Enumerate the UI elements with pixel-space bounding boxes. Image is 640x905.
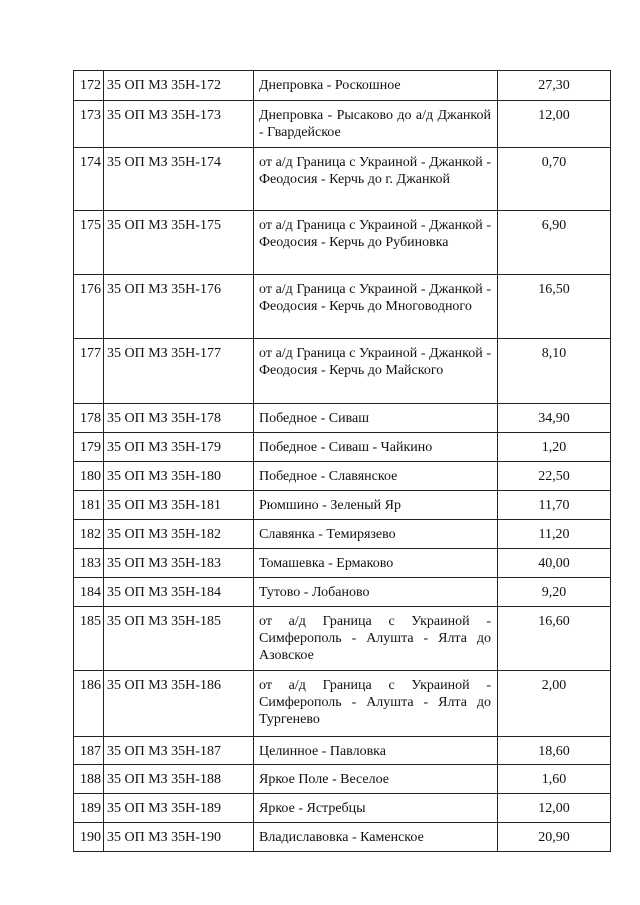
road-name: от а/д Граница с Украиной - Джанкой - Феодосия - Керчь до Майского — [254, 339, 498, 404]
row-number: 174 — [74, 148, 104, 211]
road-length: 2,00 — [498, 671, 611, 737]
road-name: Днепровка - Роскошное — [254, 71, 498, 101]
row-number: 175 — [74, 211, 104, 275]
road-id-code: 35 ОП МЗ 35Н-177 — [104, 339, 254, 404]
road-length: 1,60 — [498, 765, 611, 794]
road-length: 9,20 — [498, 578, 611, 607]
road-length: 16,50 — [498, 275, 611, 339]
road-id-code: 35 ОП МЗ 35Н-172 — [104, 71, 254, 101]
row-number: 183 — [74, 549, 104, 578]
road-id-code: 35 ОП МЗ 35Н-189 — [104, 794, 254, 823]
road-name: Победное - Сиваш - Чайкино — [254, 433, 498, 462]
table-row — [74, 148, 611, 211]
table-row — [74, 823, 611, 852]
table-row — [74, 491, 611, 520]
road-id-code: 35 ОП МЗ 35Н-184 — [104, 578, 254, 607]
road-length: 11,20 — [498, 520, 611, 549]
road-name: Целинное - Павловка — [254, 737, 498, 765]
road-length: 0,70 — [498, 148, 611, 211]
roads-table — [73, 70, 611, 852]
road-id-code: 35 ОП МЗ 35Н-185 — [104, 607, 254, 671]
road-name: от а/д Граница с Украиной - Джанкой - Феодосия - Керчь до Рубиновка — [254, 211, 498, 275]
row-number: 179 — [74, 433, 104, 462]
table-row — [74, 520, 611, 549]
row-number: 184 — [74, 578, 104, 607]
road-length: 12,00 — [498, 101, 611, 148]
row-number: 173 — [74, 101, 104, 148]
row-number: 178 — [74, 404, 104, 433]
road-length: 16,60 — [498, 607, 611, 671]
road-name: Яркое - Ястребцы — [254, 794, 498, 823]
road-name: Томашевка - Ермаково — [254, 549, 498, 578]
table-row — [74, 607, 611, 671]
table-row — [74, 549, 611, 578]
row-number: 186 — [74, 671, 104, 737]
row-number: 189 — [74, 794, 104, 823]
table-row — [74, 765, 611, 794]
table-row — [74, 404, 611, 433]
table-row — [74, 578, 611, 607]
road-name: Победное - Славянское — [254, 462, 498, 491]
road-id-code: 35 ОП МЗ 35Н-183 — [104, 549, 254, 578]
road-name: Владиславовка - Каменское — [254, 823, 498, 852]
road-length: 1,20 — [498, 433, 611, 462]
road-name: от а/д Граница с Украиной - Джанкой - Феодосия - Керчь до г. Джанкой — [254, 148, 498, 211]
road-name: Тутово - Лобаново — [254, 578, 498, 607]
roads-table-body — [74, 71, 611, 852]
road-name: Днепровка - Рысаково до а/д Джанкой - Гвардейское — [254, 101, 498, 148]
road-length: 27,30 — [498, 71, 611, 101]
table-row — [74, 339, 611, 404]
road-id-code: 35 ОП МЗ 35Н-182 — [104, 520, 254, 549]
row-number: 190 — [74, 823, 104, 852]
road-name: Победное - Сиваш — [254, 404, 498, 433]
row-number: 188 — [74, 765, 104, 794]
road-id-code: 35 ОП МЗ 35Н-186 — [104, 671, 254, 737]
row-number: 185 — [74, 607, 104, 671]
row-number: 187 — [74, 737, 104, 765]
table-row — [74, 462, 611, 491]
table-row — [74, 433, 611, 462]
road-length: 6,90 — [498, 211, 611, 275]
table-row — [74, 275, 611, 339]
row-number: 176 — [74, 275, 104, 339]
road-id-code: 35 ОП МЗ 35Н-181 — [104, 491, 254, 520]
row-number: 180 — [74, 462, 104, 491]
road-id-code: 35 ОП МЗ 35Н-173 — [104, 101, 254, 148]
row-number: 172 — [74, 71, 104, 101]
road-length: 22,50 — [498, 462, 611, 491]
road-name: Яркое Поле - Веселое — [254, 765, 498, 794]
road-length: 11,70 — [498, 491, 611, 520]
road-id-code: 35 ОП МЗ 35Н-175 — [104, 211, 254, 275]
row-number: 182 — [74, 520, 104, 549]
road-id-code: 35 ОП МЗ 35Н-180 — [104, 462, 254, 491]
road-name: от а/д Граница с Украиной - Джанкой - Феодосия - Керчь до Многоводного — [254, 275, 498, 339]
road-name: Рюмшино - Зеленый Яр — [254, 491, 498, 520]
road-name: Славянка - Темирязево — [254, 520, 498, 549]
table-row — [74, 737, 611, 765]
road-id-code: 35 ОП МЗ 35Н-178 — [104, 404, 254, 433]
table-row — [74, 71, 611, 101]
row-number: 181 — [74, 491, 104, 520]
road-length: 40,00 — [498, 549, 611, 578]
table-row — [74, 671, 611, 737]
table-row — [74, 794, 611, 823]
road-length: 34,90 — [498, 404, 611, 433]
road-length: 8,10 — [498, 339, 611, 404]
table-row — [74, 211, 611, 275]
table-row — [74, 101, 611, 148]
road-length: 20,90 — [498, 823, 611, 852]
road-id-code: 35 ОП МЗ 35Н-190 — [104, 823, 254, 852]
road-id-code: 35 ОП МЗ 35Н-174 — [104, 148, 254, 211]
road-id-code: 35 ОП МЗ 35Н-188 — [104, 765, 254, 794]
road-id-code: 35 ОП МЗ 35Н-179 — [104, 433, 254, 462]
road-id-code: 35 ОП МЗ 35Н-187 — [104, 737, 254, 765]
road-name: от а/д Граница с Украиной - Симферополь - Алушта - Ялта до Азовское — [254, 607, 498, 671]
road-length: 12,00 — [498, 794, 611, 823]
road-id-code: 35 ОП МЗ 35Н-176 — [104, 275, 254, 339]
road-name: от а/д Граница с Украиной - Симферополь - Алушта - Ялта до Тургенево — [254, 671, 498, 737]
road-length: 18,60 — [498, 737, 611, 765]
row-number: 177 — [74, 339, 104, 404]
